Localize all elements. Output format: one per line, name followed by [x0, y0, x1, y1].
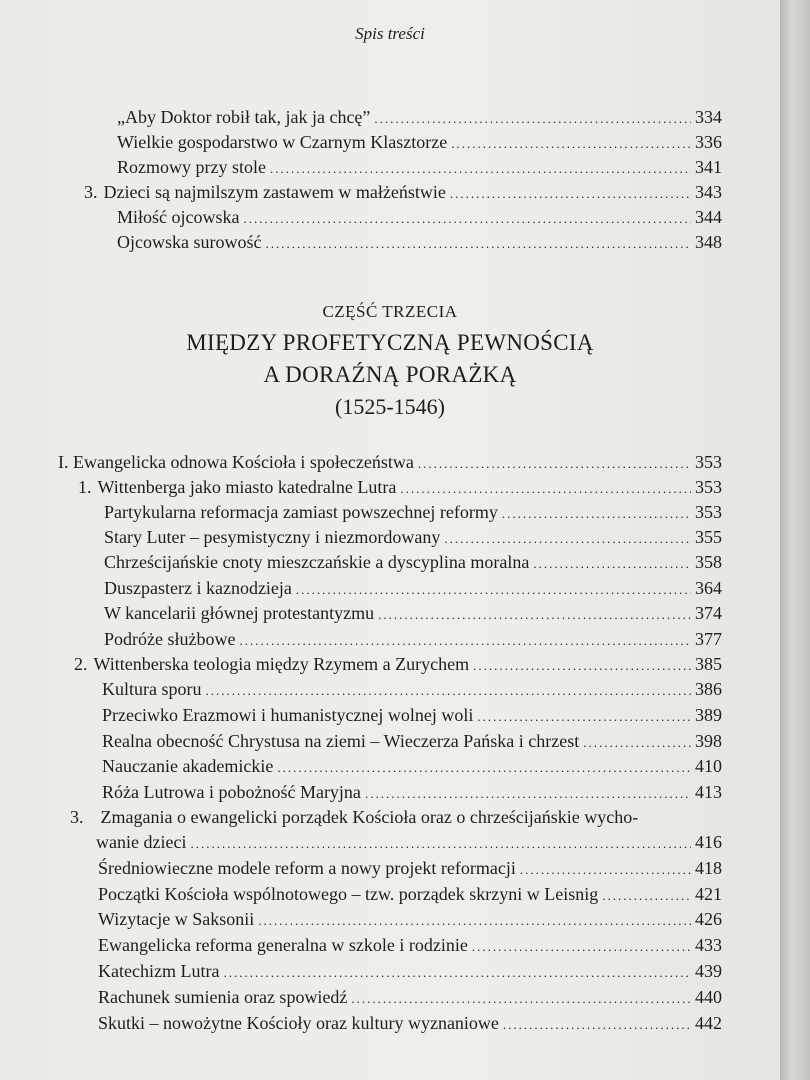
toc-entry-page: 377	[695, 629, 722, 649]
toc-entry-page: 385	[695, 654, 722, 674]
dot-leader	[190, 831, 691, 856]
dot-leader	[258, 908, 691, 933]
toc-entry-title: Wittenberska teologia między Rzymem a Zurychem	[93, 654, 470, 674]
toc-entry	[104, 601, 722, 626]
toc-entry	[117, 130, 722, 155]
dot-leader	[444, 526, 691, 551]
toc-entry-title: Początki Kościoła wspólnotowego – tzw. porządek skrzyni w Leisnig	[98, 884, 599, 904]
toc-chapter	[58, 450, 722, 475]
toc-entry-title: Wittenberga jako miasto katedralne Lutra	[97, 477, 397, 497]
dot-leader	[351, 986, 691, 1011]
toc-entry-page: 398	[695, 731, 722, 751]
toc-entry-title: wanie dzieci	[96, 832, 187, 852]
dot-leader	[418, 451, 691, 476]
dot-leader	[451, 131, 691, 156]
toc-section	[74, 652, 722, 677]
toc-entry	[104, 500, 722, 525]
dot-leader	[583, 730, 691, 755]
toc-entry	[102, 780, 722, 805]
dot-leader	[243, 206, 691, 231]
toc-entry-page: 355	[695, 527, 722, 547]
part-title: MIĘDZY PROFETYCZNĄ PEWNOŚCIĄ	[186, 330, 594, 355]
toc-entry	[104, 525, 722, 550]
dot-leader	[265, 231, 691, 256]
toc-entry-title: Róża Lutrowa i pobożność Maryjna	[102, 782, 361, 802]
toc-entry	[98, 882, 722, 907]
toc-entry-title: Chrześcijańskie cnoty mieszczańskie a dyscyplina moralna	[104, 552, 530, 572]
toc-entry	[102, 703, 722, 728]
toc-entry-page: 353	[695, 477, 722, 497]
toc-entry-title: Nauczanie akademickie	[102, 756, 274, 776]
toc-entry-page: 416	[695, 832, 722, 852]
toc-entry	[98, 985, 722, 1010]
dot-leader	[205, 678, 691, 703]
dot-leader	[477, 704, 691, 729]
toc-entry	[102, 729, 722, 754]
toc-entry-page: 410	[695, 756, 722, 776]
toc-entry-page: 374	[695, 603, 722, 623]
dot-leader	[502, 501, 691, 526]
toc-entry-page: 364	[695, 578, 722, 598]
toc-entry-title: Skutki – nowożytne Kościoły oraz kultury wyznaniowe	[98, 1013, 499, 1033]
dot-leader	[472, 934, 691, 959]
toc-entry-title: Wizytacje w Saksonii	[98, 909, 255, 929]
toc-entry-title: „Aby Doktor robił tak, jak ja chcę”	[117, 107, 371, 127]
dot-leader	[223, 960, 691, 985]
toc-entry	[117, 205, 722, 230]
toc-entry-title: Dzieci są najmilszym zastawem w małżeństwie	[103, 182, 446, 202]
dot-leader	[533, 551, 691, 576]
toc-entry	[104, 576, 722, 601]
toc-entry-title: Podróże służbowe	[104, 629, 236, 649]
dot-leader	[239, 628, 691, 653]
toc-entry-title: Przeciwko Erazmowi i humanistycznej wolnej woli	[102, 705, 474, 725]
toc-entry-title: I. Ewangelicka odnowa Kościoła i społeczeństwa	[58, 452, 414, 472]
toc-entry-page: 439	[695, 961, 722, 981]
dot-leader	[277, 755, 691, 780]
toc-entry-title: Partykularna reformacja zamiast powszechnej reformy	[104, 502, 498, 522]
toc-entry-page: 418	[695, 858, 722, 878]
toc-entry-number: 3.	[70, 807, 84, 827]
dot-leader	[378, 602, 691, 627]
toc-entry-title: Średniowieczne modele reform a nowy projekt reformacji	[98, 858, 516, 878]
toc-entry-page: 426	[695, 909, 722, 929]
toc-entry	[117, 105, 722, 130]
dot-leader	[365, 781, 691, 806]
toc-entry-page: 358	[695, 552, 722, 572]
toc-entry-page: 353	[695, 502, 722, 522]
part-label: CZĘŚĆ TRZECIA	[322, 302, 458, 321]
toc-entry-title: W kancelarii głównej protestantyzmu	[104, 603, 375, 623]
toc-entry	[102, 677, 722, 702]
toc-section	[78, 475, 722, 500]
toc-entry-number: 2.	[74, 654, 88, 674]
dot-leader	[602, 883, 691, 908]
toc-entry-page: 353	[695, 452, 722, 472]
toc-entry-title: Rozmowy przy stole	[117, 157, 266, 177]
dot-leader	[450, 181, 691, 206]
toc-entry	[102, 754, 722, 779]
toc-entry-number: 3.	[84, 182, 98, 202]
toc-entry	[84, 180, 722, 205]
toc-entry-title: Zmagania o ewangelicki porządek Kościoła oraz o chrześcijańskie wycho-	[100, 807, 639, 827]
toc-entry-page: 421	[695, 884, 722, 904]
toc-entry	[98, 856, 722, 881]
toc-entry-title: Rachunek sumienia oraz spowiedź	[98, 987, 348, 1007]
dot-leader	[374, 106, 691, 131]
dot-leader	[520, 857, 691, 882]
dot-leader	[270, 156, 691, 181]
toc-entry-page: 341	[695, 157, 722, 177]
toc-entry-title: Wielkie gospodarstwo w Czarnym Klasztorze	[117, 132, 448, 152]
toc-entry-title: Katechizm Lutra	[98, 961, 220, 981]
toc-entry-page: 344	[695, 207, 722, 227]
dot-leader	[296, 577, 691, 602]
toc-entry-page: 413	[695, 782, 722, 802]
toc-entry-page: 442	[695, 1013, 722, 1033]
dot-leader	[503, 1012, 691, 1037]
toc-entry-number: 1.	[78, 477, 92, 497]
toc-entry-title: Stary Luter – pesymistyczny i niezmordowany	[104, 527, 441, 547]
toc-entry-title: Kultura sporu	[102, 679, 202, 699]
toc-entry	[117, 230, 722, 255]
dot-leader	[473, 653, 691, 678]
toc-entry	[117, 155, 722, 180]
toc-section	[70, 805, 638, 830]
toc-entry-page: 336	[695, 132, 722, 152]
dot-leader	[400, 476, 691, 501]
toc-entry-page: 348	[695, 232, 722, 252]
part-years: (1525-1546)	[335, 394, 445, 419]
toc-entry-title: Realna obecność Chrystusa na ziemi – Wieczerza Pańska i chrzest	[102, 731, 580, 751]
toc-entry-page: 386	[695, 679, 722, 699]
toc-entry-title: Ojcowska surowość	[117, 232, 262, 252]
toc-entry-page: 343	[695, 182, 722, 202]
toc-entry	[98, 907, 722, 932]
toc-entry-page: 334	[695, 107, 722, 127]
page-edge	[780, 0, 810, 1080]
toc-entry	[104, 550, 722, 575]
toc-entry	[98, 1011, 722, 1036]
toc-entry-title: Duszpasterz i kaznodzieja	[104, 578, 292, 598]
toc-entry	[104, 627, 722, 652]
running-head: Spis treści	[355, 24, 425, 43]
toc-entry-page: 389	[695, 705, 722, 725]
toc-entry-title: Ewangelicka reforma generalna w szkole i rodzinie	[98, 935, 468, 955]
part-title: A DORAŹNĄ PORAŻKĄ	[263, 362, 517, 387]
toc-entry-continuation	[96, 830, 722, 855]
toc-entry-title: Miłość ojcowska	[117, 207, 240, 227]
toc-entry	[98, 933, 722, 958]
toc-entry-page: 433	[695, 935, 722, 955]
toc-entry-page: 440	[695, 987, 722, 1007]
toc-entry	[98, 959, 722, 984]
